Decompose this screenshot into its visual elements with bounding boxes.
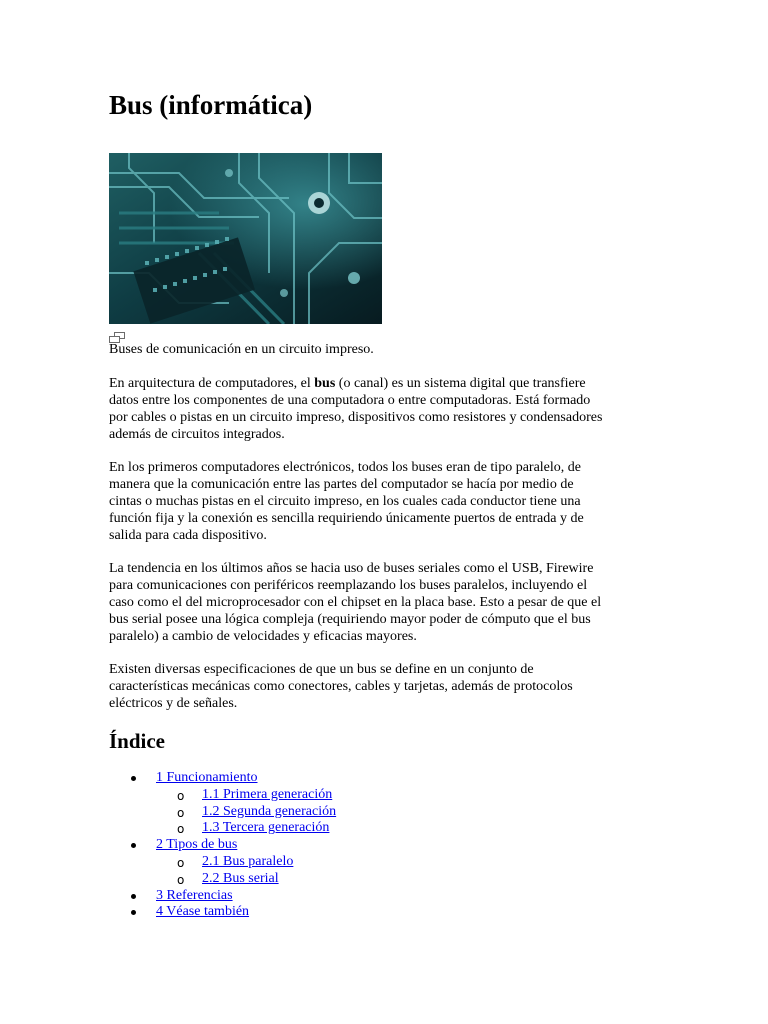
toc-link[interactable]: 4 Véase también xyxy=(156,904,250,920)
circuit-board-image xyxy=(109,153,382,324)
paragraph-line: para comunicaciones con periféricos reemplazando los buses paralelos, incluyendo el xyxy=(109,578,588,593)
toc-link[interactable]: 1.1 Primera generación xyxy=(202,786,333,802)
toc-item xyxy=(109,837,664,854)
toc-link[interactable]: 2.1 Bus paralelo xyxy=(202,853,294,869)
toc-item xyxy=(109,787,664,804)
bullet-circle-icon: o xyxy=(177,805,185,820)
toc-item xyxy=(109,804,664,821)
figure-caption: Buses de comunicación en un circuito impreso. xyxy=(109,342,374,357)
toc-link[interactable]: 1 Funcionamiento xyxy=(156,770,258,785)
toc-item xyxy=(109,820,664,837)
paragraph-line xyxy=(109,375,664,392)
paragraph-intro xyxy=(109,375,664,443)
bullet-circle-icon: o xyxy=(177,822,185,837)
paragraph-line: paralelo) a cambio de velocidades y eficacias mayores. xyxy=(109,629,417,644)
bullet-circle-icon: o xyxy=(177,855,185,870)
toc-link[interactable]: 1.2 Segunda generación xyxy=(202,803,337,819)
paragraph-line: datos entre los componentes de una computadora o entre computadoras. Está formado xyxy=(109,393,591,408)
paragraph-line: bus serial posee una lógica compleja (requiriendo mayor poder de cómputo que el bus xyxy=(109,612,591,627)
bullet-disc-icon xyxy=(131,776,136,781)
paragraph-line: En los primeros computadores electrónicos, todos los buses eran de tipo paralelo, de xyxy=(109,460,581,475)
toc-heading: Índice xyxy=(109,729,166,753)
toc-item xyxy=(109,888,664,905)
page-title: Bus (informática) xyxy=(109,90,313,120)
toc-link[interactable]: 2.2 Bus serial xyxy=(202,870,279,886)
paragraph-line: eléctricos y de señales. xyxy=(109,696,238,711)
paragraph-line: además de circuitos integrados. xyxy=(109,427,285,442)
paragraph-line: características mecánicas como conectores, cables y tarjetas, además de protocolos xyxy=(109,679,573,694)
paragraph-line: La tendencia en los últimos años se hacia uso de buses seriales como el USB, Firewire xyxy=(109,561,594,576)
toc-link[interactable]: 1.3 Tercera generación xyxy=(202,820,330,836)
paragraph-line: por cables o pistas en un circuito impreso, dispositivos como resistores y condensadores xyxy=(109,410,603,425)
bullet-circle-icon: o xyxy=(177,788,185,803)
circuit-board-graphic xyxy=(109,153,382,324)
table-of-contents xyxy=(109,770,664,921)
toc-item xyxy=(109,854,664,871)
paragraph-history xyxy=(109,459,664,544)
paragraph-trend xyxy=(109,560,664,645)
bold-term: bus xyxy=(314,376,336,391)
paragraph-line: función fija y la conexión es sencilla requiriendo únicamente puertos de entrada y de xyxy=(109,511,584,526)
bullet-disc-icon xyxy=(131,910,136,915)
toc-item xyxy=(109,904,664,921)
paragraph-line: salida para cada dispositivo. xyxy=(109,528,267,543)
toc-item xyxy=(109,871,664,888)
paragraph-line: Existen diversas especificaciones de que un bus se define en un conjunto de xyxy=(109,662,534,677)
toc-link[interactable]: 2 Tipos de bus xyxy=(156,837,238,853)
paragraph-text: En arquitectura de computadores, el xyxy=(109,376,315,391)
paragraph-specs xyxy=(109,661,664,712)
toc-link[interactable]: 3 Referencias xyxy=(156,887,233,903)
enlarge-icon[interactable] xyxy=(109,330,125,341)
paragraph-line: manera que la comunicación entre las partes del computador se hacía por medio de xyxy=(109,477,574,492)
paragraph-line: cintas o muchas pistas en el circuito impreso, en los cuales cada conductor tiene una xyxy=(109,494,581,509)
paragraph-line: caso como el del microprocesador con el chipset en la placa base. Esto a pesar de que el xyxy=(109,595,602,610)
bullet-disc-icon xyxy=(131,894,136,899)
toc-item xyxy=(109,770,664,787)
bullet-circle-icon: o xyxy=(177,872,185,887)
bullet-disc-icon xyxy=(131,843,136,848)
paragraph-text: (o canal) es un sistema digital que transfiere xyxy=(335,376,586,391)
